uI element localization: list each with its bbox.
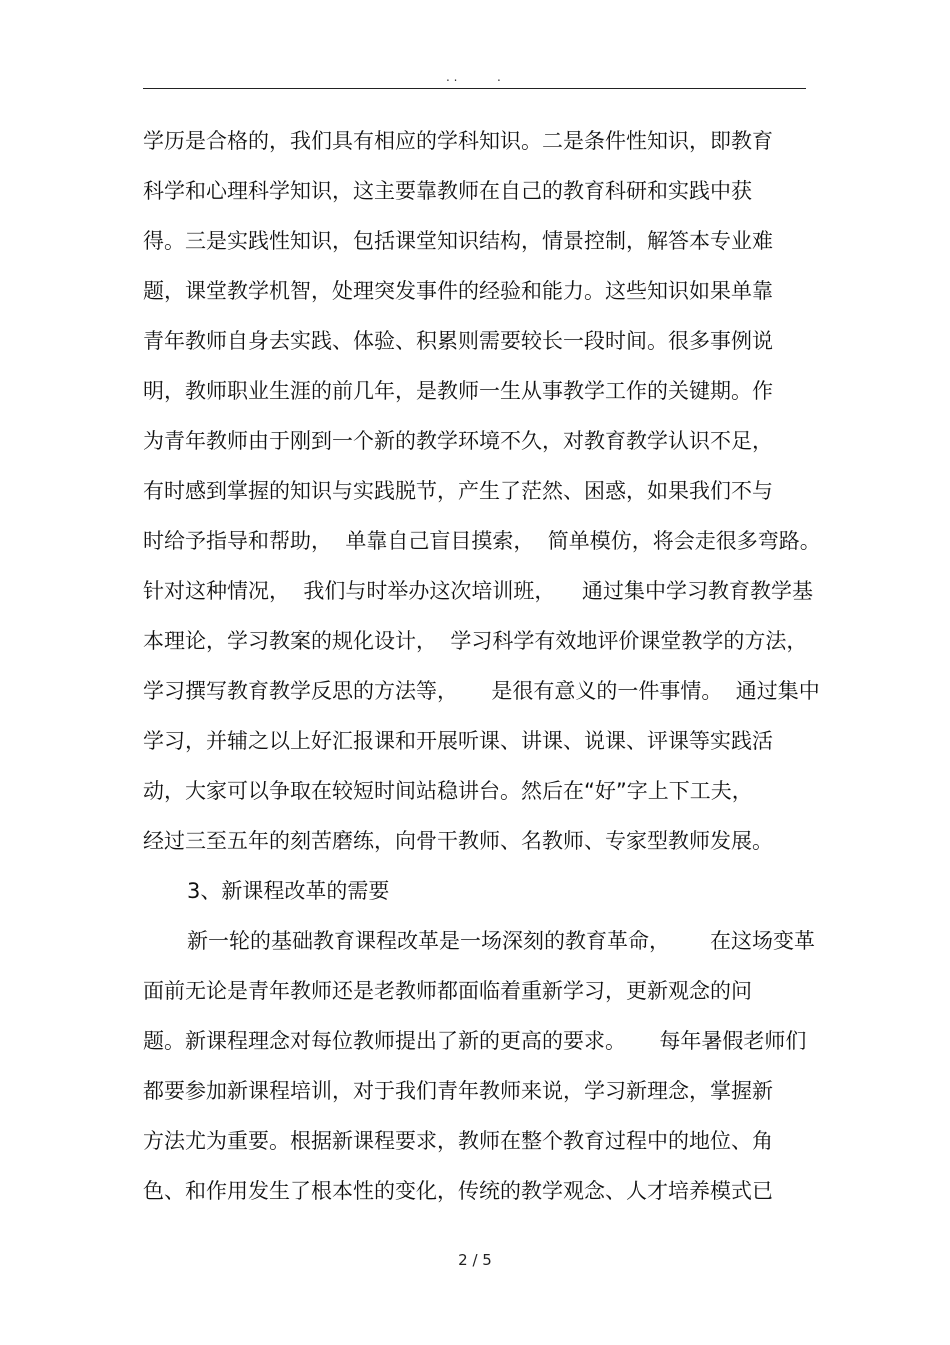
text-line: 方法尤为重要。根据新课程要求，教师在整个教育过程中的地位、角 <box>143 1129 773 1153</box>
page-number: 2 / 5 <box>458 1251 492 1269</box>
text-line: 针对这种情况， 我们与时举办这次培训班， 通过集中学习教育教学基 <box>143 579 814 603</box>
text-line: 本理论，学习教案的规化设计， 学习科学有效地评价课堂教学的方法， <box>143 629 808 653</box>
text-line: 色、和作用发生了根本性的变化，传统的教学观念、人才培养模式已 <box>143 1179 773 1203</box>
text-line: 青年教师自身去实践、体验、积累则需要较长一段时间。很多事例说 <box>143 329 773 353</box>
text-line: 有时感到掌握的知识与实践脱节，产生了茫然、困惑，如果我们不与 <box>143 479 773 503</box>
text-line: 都要参加新课程培训，对于我们青年教师来说，学习新理念，掌握新 <box>143 1079 773 1103</box>
text-line: 科学和心理科学知识，这主要靠教师在自己的教育科研和实践中获 <box>143 179 752 203</box>
header-rule <box>143 88 806 89</box>
paragraph-2 <box>143 916 843 1216</box>
text-line: 学历是合格的，我们具有相应的学科知识。二是条件性知识，即教育 <box>143 129 773 153</box>
text-line: 得。三是实践性知识，包括课堂知识结构，情景控制，解答本专业难 <box>143 229 773 253</box>
text-line: 题，课堂教学机智，处理突发事件的经验和能力。这些知识如果单靠 <box>143 279 773 303</box>
section-heading: 3、新课程改革的需要 <box>187 879 390 903</box>
text-line: 面前无论是青年教师还是老教师都面临着重新学习，更新观念的问 <box>143 979 752 1003</box>
text-line: 题。新课程理念对每位教师提出了新的更高的要求。 每年暑假老师们 <box>143 1029 807 1053</box>
text-line: 学习撰写教育教学反思的方法等， 是很有意义的一件事情。 通过集中 <box>143 679 820 703</box>
header-mark-right: . <box>497 70 501 84</box>
paragraph-1 <box>143 116 843 866</box>
text-line: 新一轮的基础教育课程改革是一场深刻的教育革命， 在这场变革 <box>187 929 816 953</box>
document-body <box>143 116 843 1216</box>
text-line: 学习，并辅之以上好汇报课和开展听课、讲课、说课、评课等实践活 <box>143 729 773 753</box>
text-line: 时给予指导和帮助， 单靠自己盲目摸索， 简单模仿，将会走很多弯路。 <box>143 529 821 553</box>
text-line: 为青年教师由于刚到一个新的教学环境不久，对教育教学认识不足， <box>143 429 773 453</box>
header-mark-left: . . <box>446 70 458 84</box>
text-line: 明，教师职业生涯的前几年，是教师一生从事教学工作的关键期。作 <box>143 379 773 403</box>
page-header-marks <box>0 70 950 84</box>
text-line: 动，大家可以争取在较短时间站稳讲台。然后在“好”字上下工夫， <box>143 779 753 803</box>
text-line: 经过三至五年的刻苦磨练，向骨干教师、名教师、专家型教师发展。 <box>143 829 773 853</box>
